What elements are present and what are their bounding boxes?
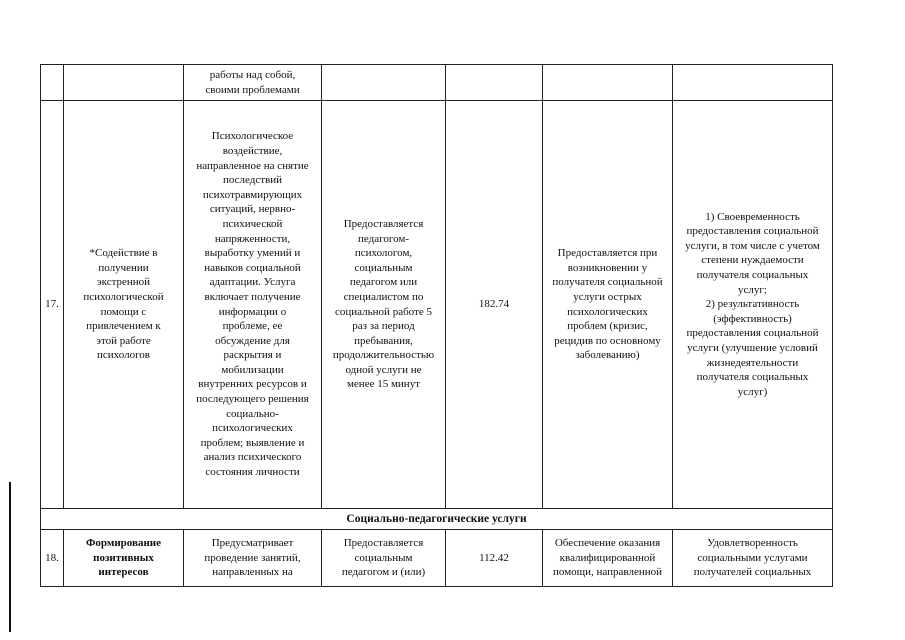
cell-service-conditions: Предоставляется при возникновении у получателя социальной услуги острых психологических проблем (кризис, рецидив по основному заболеванию) xyxy=(543,101,673,509)
cell-service-conditions: Обеспечение оказания квалифицированной помощи, направленной xyxy=(543,530,673,587)
table-row xyxy=(41,530,833,587)
cell-service-conditions xyxy=(543,65,673,101)
cell-service-price xyxy=(446,65,543,101)
cell-service-content: работы над собой, своими проблемами xyxy=(184,65,322,101)
section-header-row xyxy=(41,509,833,530)
cell-service-quality xyxy=(673,65,833,101)
cell-service-price: 182.74 xyxy=(446,101,543,509)
cell-number: 17. xyxy=(41,101,64,509)
cell-service-price: 112.42 xyxy=(446,530,543,587)
cell-service-quality: 1) Своевременность предоставления социальной услуги, в том числе с учетом степени нуждаемости получателя социальных услуг; 2) результативность (эффективность) предоставления социальной услуги (улучшение условий жизнедеятельности получателя социальных услуг) xyxy=(673,101,833,509)
cell-service-name xyxy=(64,65,184,101)
cell-service-duration: Предоставляется социальным педагогом и (или) xyxy=(322,530,446,587)
section-title: Социально-педагогические услуги xyxy=(41,509,833,530)
cell-service-duration xyxy=(322,65,446,101)
table-row xyxy=(41,65,833,101)
cell-service-content: Психологическое воздействие, направленное на снятие последствий психотравмирующих ситуаций, нервно- психической напряженности, выработку умений и навыков социальной адаптации. Услуга включает получение информации о проблеме, ее обсуждение для раскрытия и мобилизации внутренних ресурсов и последующего решения социально- психологических проблем; выявление и анализ психического состояния личности xyxy=(184,101,322,509)
scan-edge-mark xyxy=(9,482,11,632)
social-services-table xyxy=(40,64,833,587)
cell-service-content: Предусматривает проведение занятий, направленных на xyxy=(184,530,322,587)
cell-service-quality: Удовлетворенность социальными услугами получателей социальных xyxy=(673,530,833,587)
cell-service-duration: Предоставляется педагогом- психологом, социальным педагогом или специалистом по социальной работе 5 раз за период пребывания, продолжительностью одной услуги не менее 15 минут xyxy=(322,101,446,509)
cell-service-name: Формирование позитивных интересов xyxy=(64,530,184,587)
cell-service-name: *Содействие в получении экстренной психологической помощи с привлечением к этой работе психологов xyxy=(64,101,184,509)
cell-number xyxy=(41,65,64,101)
cell-number: 18. xyxy=(41,530,64,587)
table-row xyxy=(41,101,833,509)
